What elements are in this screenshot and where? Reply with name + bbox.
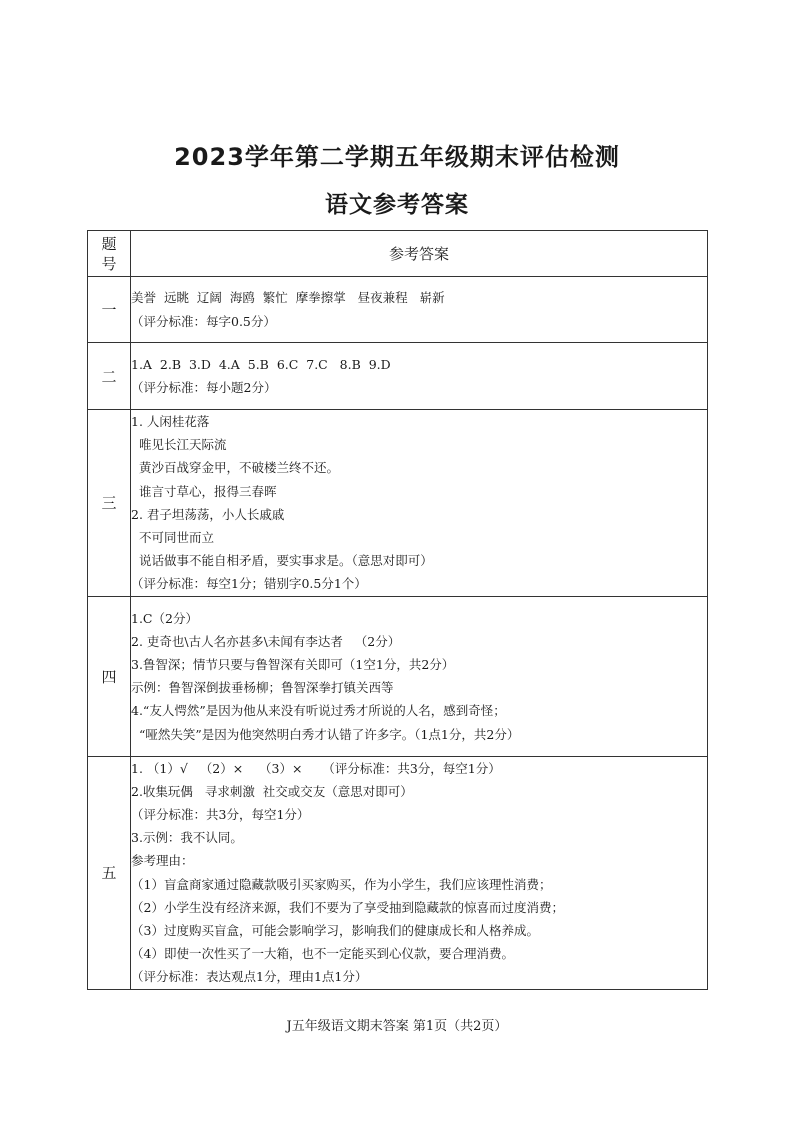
answer-row (88, 410, 708, 597)
answer-line: 4.“友人愕然”是因为他从来没有听说过秀才所说的人名，感到奇怪； (131, 703, 506, 719)
header-number-label (88, 234, 130, 274)
question-number: 五 (88, 756, 131, 989)
answer-content (131, 343, 708, 410)
page-footer: J五年级语文期末答案 第1页（共2页） (286, 1019, 508, 1034)
answer-line: 黄沙百战穿金甲，不破楼兰终不还。 (131, 460, 339, 476)
header-answer: 参考答案 (131, 231, 708, 277)
answer-line: 1. （1）√ （2）× （3）× （评分标准：共3分，每空1分） (131, 760, 501, 776)
answer-line: 唯见长江天际流 (131, 437, 227, 453)
answer-line: 不可同世而立 (131, 530, 214, 546)
header-question-number (88, 231, 131, 277)
answer-line: 1. 人闲桂花落 (131, 414, 210, 429)
answer-line: （评分标准：每小题2分） (131, 380, 277, 395)
question-number: 一 (88, 277, 131, 343)
answer-line: （评分标准：表达观点1分，理由1点1分） (131, 969, 368, 985)
answer-line: （4）即使一次性买了一大箱，也不一定能买到心仪款，要合理消费。 (131, 946, 514, 962)
answer-line: 2. 君子坦荡荡，小人长戚戚 (131, 506, 285, 522)
answer-content (131, 596, 708, 756)
answer-row (88, 756, 708, 989)
answer-line: 3.鲁智深；情节只要与鲁智深有关即可（1空1分，共2分） (131, 656, 455, 672)
header-number-char: 号 (101, 254, 117, 273)
answer-line: 美誉 远眺 辽阔 海鸥 繁忙 摩拳擦掌 昼夜兼程 崭新 (131, 290, 445, 306)
question-number: 三 (88, 410, 131, 597)
answer-line: （1）盲盒商家通过隐藏款吸引买家购买，作为小学生，我们应该理性消费； (131, 876, 552, 892)
answer-table (87, 230, 708, 990)
answer-line: “哑然失笑”是因为他突然明白秀才认错了许多字。（1点1分，共2分） (131, 726, 520, 742)
answer-line: （3）过度购买盲盒，可能会影响学习，影响我们的健康成长和人格养成。 (131, 923, 539, 939)
answer-line: 3.示例：我不认同。 (131, 830, 243, 846)
question-number: 二 (88, 343, 131, 410)
answer-line: 2.收集玩偶 寻求刺激 社交或交友（意思对即可） (131, 783, 413, 799)
header-number-char: 题 (101, 234, 117, 253)
question-number: 四 (88, 596, 131, 756)
answer-line: （评分标准：每空1分；错别字0.5分1个） (131, 576, 367, 592)
table-header-row (88, 231, 708, 277)
answer-line: （2）小学生没有经济来源，我们不要为了享受抽到隐藏款的惊喜而过度消费； (131, 899, 564, 915)
answer-content (131, 410, 708, 597)
answer-line: 1.C（2分） (131, 610, 198, 626)
answer-row (88, 277, 708, 343)
answer-row (88, 596, 708, 756)
document-title: 2023学年第二学期五年级期末评估检测 (174, 143, 620, 171)
answer-content (131, 277, 708, 343)
answer-line: 谁言寸草心，报得三春晖 (131, 483, 277, 499)
answer-content (131, 756, 708, 989)
answer-line: 示例：鲁智深倒拔垂杨柳；鲁智深拳打镇关西等 (131, 680, 394, 696)
answer-line: 2. 吏奇也\古人名亦甚多\未闻有李达者 （2分） (131, 633, 401, 649)
document-subtitle: 语文参考答案 (325, 192, 469, 218)
answer-line: 说话做事不能自相矛盾，要实事求是。（意思对即可） (131, 553, 433, 569)
answer-line: （评分标准：每字0.5分） (131, 313, 276, 329)
answer-line: （评分标准：共3分，每空1分） (131, 807, 310, 823)
answer-line: 参考理由： (131, 853, 194, 869)
answer-row (88, 343, 708, 410)
answer-line: 1.A 2.B 3.D 4.A 5.B 6.C 7.C 8.B 9.D (131, 356, 391, 372)
